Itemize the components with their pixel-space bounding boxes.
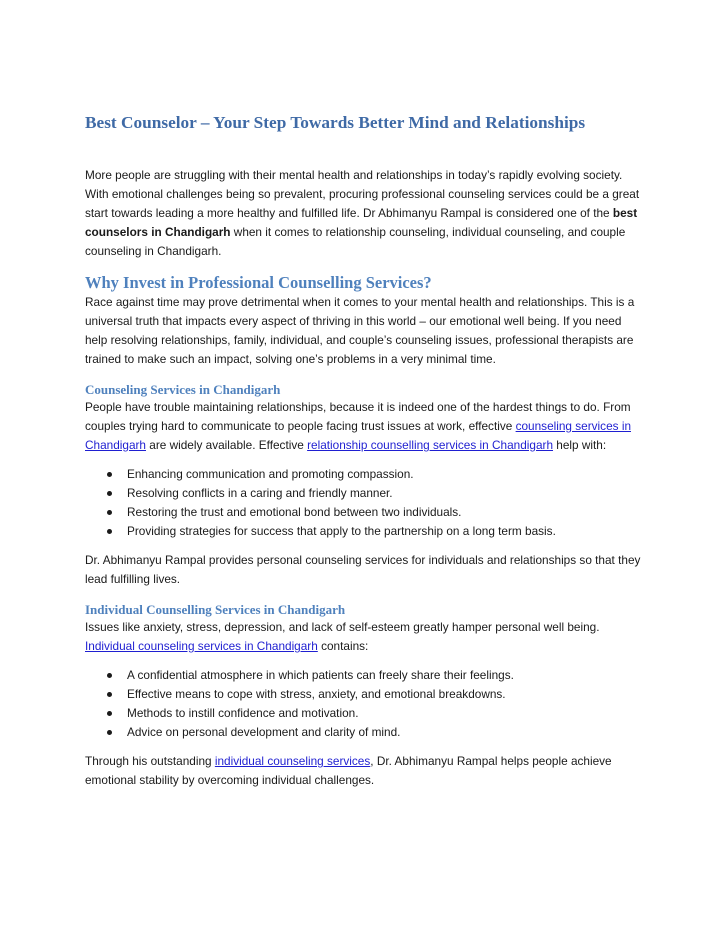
invest-heading: Why Invest in Professional Counselling Services? (85, 273, 432, 292)
services-paragraph (85, 398, 645, 455)
list-item-text: Providing strategies for success that apply to the partnership on a long term basis. (127, 524, 556, 538)
services-list (85, 465, 645, 541)
bullet-icon (107, 711, 112, 716)
counseling-services-link[interactable]: counseling services in Chandigarh (85, 419, 631, 452)
document-body (85, 112, 645, 790)
individual-text-2: contains: (317, 639, 369, 653)
bullet-icon (107, 491, 112, 496)
bullet-icon (107, 472, 112, 477)
individual-closing-post: , Dr. Abhimanyu Rampal helps people achieve emotional stability by overcoming individual challenges. (85, 754, 612, 787)
individual-list (85, 666, 645, 742)
services-text-2: are widely available. Effective (146, 438, 308, 452)
services-closing: Dr. Abhimanyu Rampal provides personal counseling services for individuals and relationships so that they lead fulfilling lives. (85, 553, 641, 586)
individual-paragraph (85, 618, 645, 656)
list-item (85, 704, 645, 723)
list-item (85, 465, 645, 484)
intro-text-start: More people are struggling with their mental health and relationships in today’s rapidly evolving society. With emotional challenges being so prevalent, procuring professional counseling services could be a great start towards leading a more healthy and fulfilled life. Dr Abhimanyu Rampal is considered one of the (85, 168, 640, 220)
list-item-text: A confidential atmosphere in which patients can freely share their feelings. (127, 668, 514, 682)
list-item (85, 666, 645, 685)
individual-closing-pre: Through his outstanding (85, 754, 215, 768)
bullet-icon (107, 692, 112, 697)
bullet-icon (107, 529, 112, 534)
intro-paragraph (85, 166, 645, 261)
individual-counseling-link[interactable]: Individual counseling services in Chandigarh (85, 639, 318, 653)
bullet-icon (107, 730, 112, 735)
page-title: Best Counselor – Your Step Towards Better Mind and Relationships (85, 113, 586, 132)
list-item-text: Enhancing communication and promoting compassion. (127, 467, 414, 481)
list-item (85, 522, 645, 541)
intro-bold-phrase: best counselors in Chandigarh (85, 206, 638, 239)
services-heading: Counseling Services in Chandigarh (85, 382, 281, 397)
bullet-icon (107, 673, 112, 678)
list-item (85, 484, 645, 503)
relationship-counselling-link[interactable]: relationship counselling services in Chandigarh (307, 438, 554, 452)
invest-paragraph: Race against time may prove detrimental when it comes to your mental health and relationships. This is a universal truth that impacts every aspect of thriving in this world – our emotional well being. If you need help resolving relationships, family, individual, and couple’s counseling issues, professional therapists are trained to make such an impact, solving one’s problems in a very minimal time. (85, 295, 635, 366)
services-text-3: help with: (553, 438, 607, 452)
list-item (85, 685, 645, 704)
list-item (85, 503, 645, 522)
individual-closing (85, 752, 645, 790)
list-item (85, 723, 645, 742)
intro-text-end: when it comes to relationship counseling, individual counseling, and couple counseling in Chandigarh. (85, 225, 626, 258)
list-item-text: Resolving conflicts in a caring and friendly manner. (127, 486, 393, 500)
bullet-icon (107, 510, 112, 515)
list-item-text: Advice on personal development and clarity of mind. (127, 725, 401, 739)
individual-text-1: Issues like anxiety, stress, depression, and lack of self-esteem greatly hamper personal well being. (85, 620, 600, 634)
individual-services-link[interactable]: individual counseling services (214, 754, 371, 768)
list-item-text: Restoring the trust and emotional bond between two individuals. (127, 505, 462, 519)
list-item-text: Effective means to cope with stress, anxiety, and emotional breakdowns. (127, 687, 506, 701)
list-item-text: Methods to instill confidence and motivation. (127, 706, 359, 720)
individual-heading: Individual Counselling Services in Chandigarh (85, 602, 346, 617)
services-text-1: People have trouble maintaining relationships, because it is indeed one of the hardest things to do. From couples trying hard to communicate to people facing trust issues at work, effective (85, 400, 631, 433)
